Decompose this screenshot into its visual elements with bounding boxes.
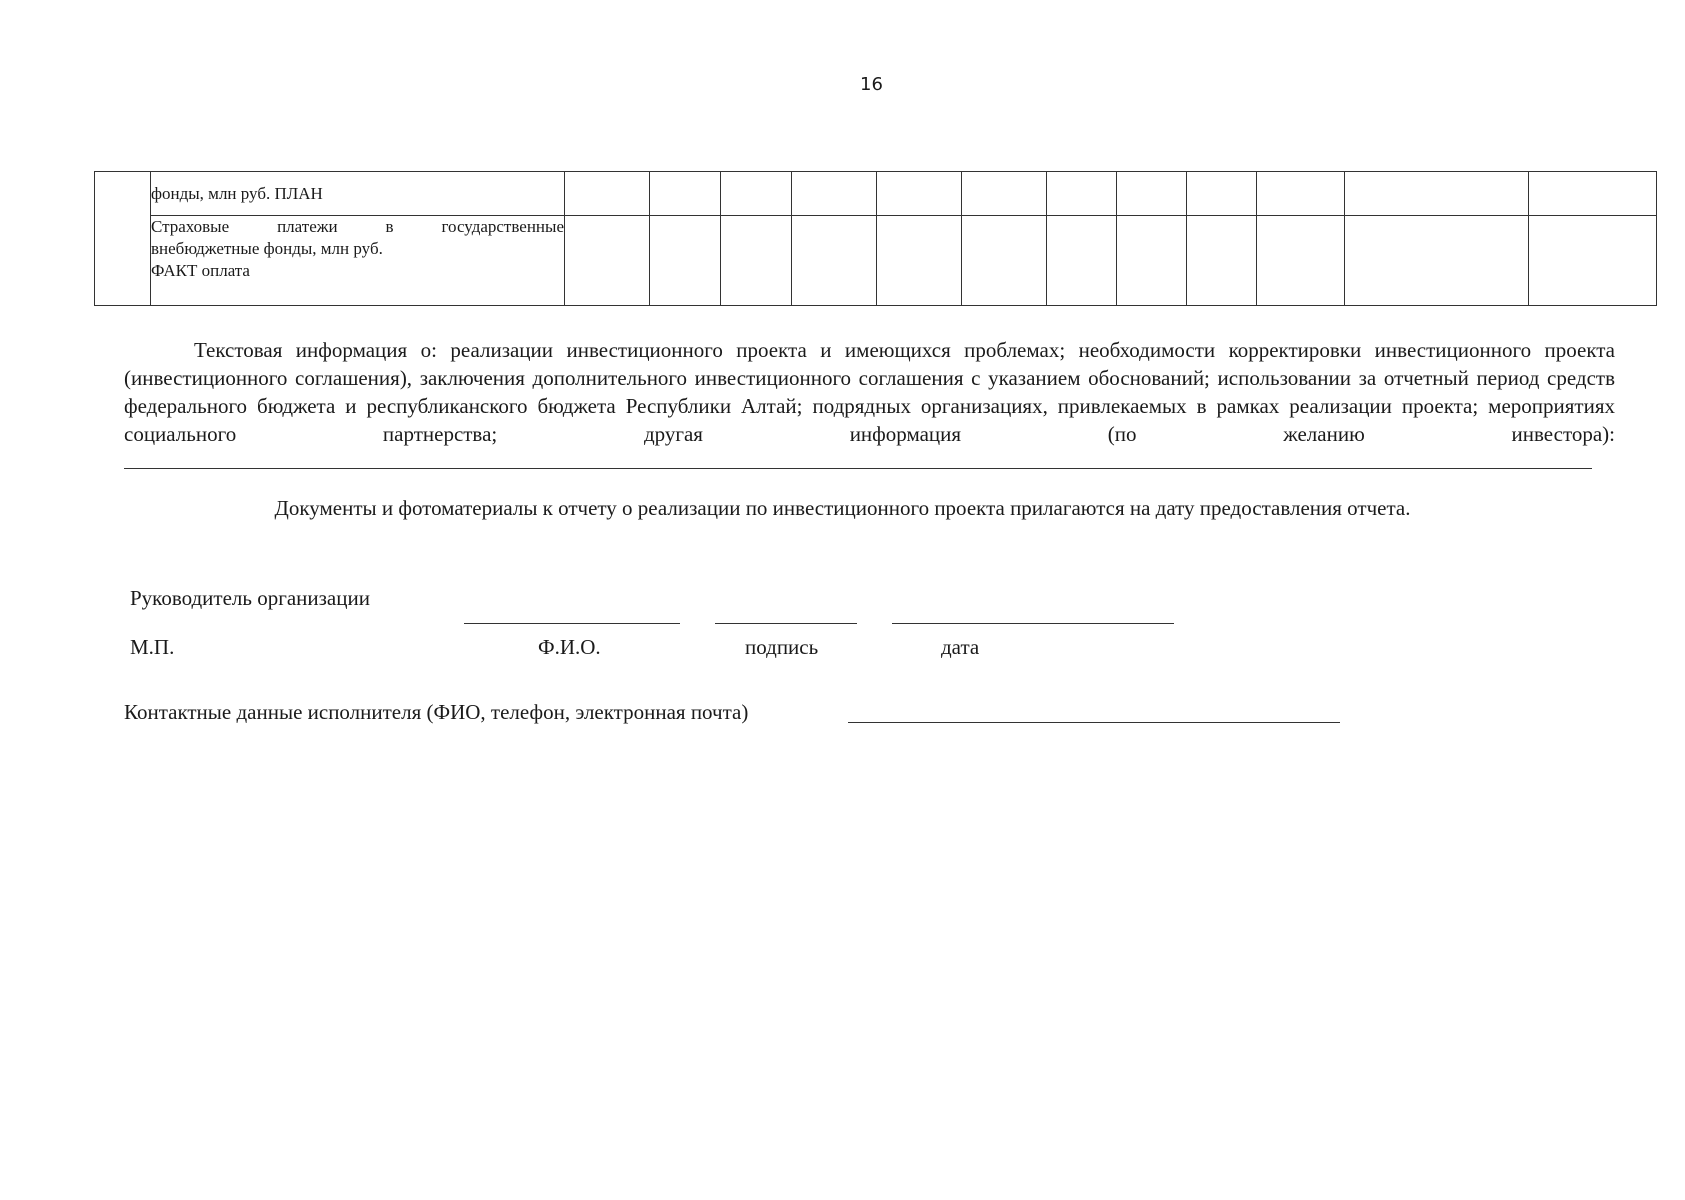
table-cell <box>721 172 792 216</box>
signature-line <box>715 623 857 624</box>
documents-note: Документы и фотоматериалы к отчету о реализации по инвестиционного проекта прилагаются на дату предоставления отчета. <box>274 496 1411 520</box>
table-cell <box>962 216 1047 306</box>
text-info-paragraph: Текстовая информация о: реализации инвестиционного проекта и имеющихся проблемах; необходимости корректировки инвестиционного проекта (инвестиционного соглашения), заключения дополнительного инвестиционного соглашения с указанием обоснований; использовании за отчетный период средств федерального бюджета и республиканского бюджета Республики Алтай; подрядных организациях, привлекаемых в рамках реализации проекта; мероприятиях социального партнерства; другая информация (по желанию инвестора): <box>124 338 1615 446</box>
table-cell <box>792 172 877 216</box>
table-cell <box>1047 172 1117 216</box>
table-row <box>95 216 1657 306</box>
head-label: Руководитель организации <box>130 586 370 610</box>
report-table <box>94 171 1657 306</box>
table-cell <box>650 172 721 216</box>
table-cell <box>1187 216 1257 306</box>
row-label-text: фонды, млн руб. ПЛАН <box>151 183 323 203</box>
table-cell <box>1345 172 1529 216</box>
page-number: 16 <box>860 74 883 95</box>
contact-label: Контактные данные исполнителя (ФИО, телефон, электронная почта) <box>124 700 749 724</box>
table-cell <box>565 172 650 216</box>
fio-label: Ф.И.О. <box>538 635 601 659</box>
table-cell <box>1529 216 1657 306</box>
text-info-fill-line <box>124 468 1592 469</box>
row-label-line: Страховые платежи в государственные <box>151 217 564 236</box>
table-cell <box>1257 172 1345 216</box>
signature-label: подпись <box>745 635 819 659</box>
table-cell <box>1345 216 1529 306</box>
row-number-cell <box>95 172 151 306</box>
row-label-plan <box>151 172 565 216</box>
row-label-fact <box>151 216 565 306</box>
table-row <box>95 172 1657 216</box>
table-cell <box>877 216 962 306</box>
stamp-label: М.П. <box>130 635 175 659</box>
date-label: дата <box>941 635 980 659</box>
contact-line <box>848 722 1340 723</box>
fio-line <box>464 623 680 624</box>
table-cell <box>1529 172 1657 216</box>
table-cell <box>1117 216 1187 306</box>
table-cell <box>565 216 650 306</box>
table-cell <box>877 172 962 216</box>
table-cell <box>1047 216 1117 306</box>
table-cell <box>1187 172 1257 216</box>
row-label-line: ФАКТ оплата <box>151 261 250 280</box>
table-cell <box>721 216 792 306</box>
row-label-line: внебюджетные фонды, млн руб. <box>151 239 383 258</box>
table-cell <box>650 216 721 306</box>
table-cell <box>792 216 877 306</box>
table-cell <box>1257 216 1345 306</box>
table-cell <box>962 172 1047 216</box>
date-line <box>892 623 1174 624</box>
table-cell <box>1117 172 1187 216</box>
